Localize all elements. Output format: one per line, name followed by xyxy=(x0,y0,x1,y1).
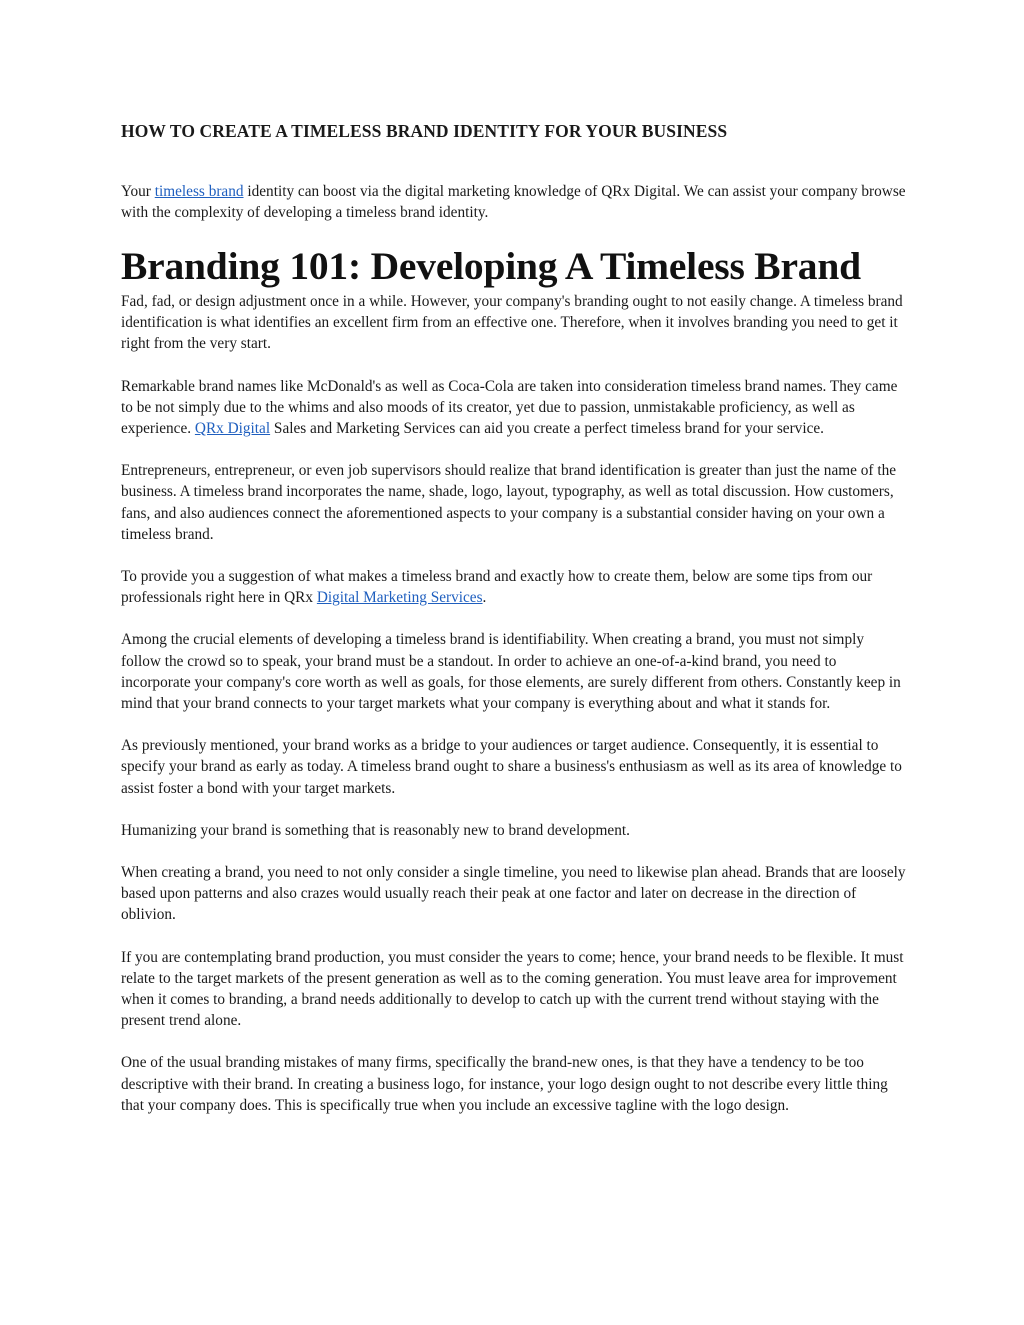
paragraph-4 xyxy=(121,566,907,608)
paragraph-5: Among the crucial elements of developing a timeless brand is identifiability. When creating a brand, you must not simply follow the crowd so to speak, your brand must be a standout. In order to achieve an one-of-a-kind brand, you need to incorporate your company's core worth as well as goals, for those elements, are surely different from others. Constantly keep in mind that your brand connects to your target markets what your company is everything about and what it stands for. xyxy=(121,631,901,713)
article-body xyxy=(121,291,907,1137)
paragraph-2 xyxy=(121,376,907,440)
document-title: HOW TO CREATE A TIMELESS BRAND IDENTITY FOR YOUR BUSINESS xyxy=(121,121,728,141)
intro-text-before: Your xyxy=(121,183,155,200)
qrx-digital-link[interactable]: QRx Digital xyxy=(194,420,271,438)
section-heading: Branding 101: Developing A Timeless Brand xyxy=(121,244,861,288)
paragraph-6: As previously mentioned, your brand works as a bridge to your audiences or target audience. Consequently, it is essential to specify your brand as early as today. A timeless brand ought to share a business's enthusiasm as well as its area of knowledge to assist foster a bond with your target markets. xyxy=(121,737,902,797)
digital-marketing-services-link[interactable]: Digital Marketing Services xyxy=(316,589,483,607)
intro-paragraph xyxy=(121,181,907,223)
paragraph-4-before: To provide you a suggestion of what makes a timeless brand and exactly how to create them, below are some tips from our professionals right here in QRx xyxy=(121,568,873,607)
timeless-brand-link[interactable]: timeless brand xyxy=(154,183,244,200)
paragraph-3: Entrepreneurs, entrepreneur, or even job supervisors should realize that brand identification is greater than just the name of the business. A timeless brand incorporates the name, shade, logo, layout, typography, as well as total discussion. How customers, fans, and also audiences connect the aforementioned aspects to your company is a substantial consider having on your own a timeless brand. xyxy=(121,462,897,543)
paragraph-4-after: . xyxy=(482,589,487,607)
paragraph-10: One of the usual branding mistakes of many firms, specifically the brand-new ones, is that they have a tendency to be too descriptive with their brand. In creating a business logo, for instance, your logo design ought to not describe every little thing that your company does. This is specifically true when you include an excessive tagline with the logo design. xyxy=(121,1054,888,1114)
paragraph-2-before: Remarkable brand names like McDonald's as well as Coca-Cola are taken into consideration timeless brand names. They came to be not simply due to the whims and also moods of its creator, yet due to passion, unmistakable proficiency, as well as experience. xyxy=(121,377,898,438)
paragraph-7: Humanizing your brand is something that is reasonably new to brand development. xyxy=(121,821,630,839)
paragraph-1: Fad, fad, or design adjustment once in a while. However, your company's branding ought to not easily change. A timeless brand identification is what identifies an excellent firm from an effective one. Therefore, when it involves branding you need to get it right from the very start. xyxy=(121,293,903,353)
paragraph-2-after: Sales and Marketing Services can aid you create a perfect timeless brand for your service. xyxy=(270,420,824,438)
intro-text-after: identity can boost via the digital marketing knowledge of QRx Digital. We can assist your company browse with the complexity of developing a timeless brand identity. xyxy=(121,183,906,222)
paragraph-9: If you are contemplating brand production, you must consider the years to come; hence, your brand needs to be flexible. It must relate to the target markets of the present generation as well as to the coming generation. You must leave area for improvement when it comes to branding, a brand needs additionally to develop to catch up with the current trend without staying with the present trend alone. xyxy=(121,948,904,1030)
paragraph-8: When creating a brand, you need to not only consider a single timeline, you need to likewise plan ahead. Brands that are loosely based upon patterns and also crazes would usually reach their peak at one factor and later on decrease in the direction of oblivion. xyxy=(121,864,906,924)
